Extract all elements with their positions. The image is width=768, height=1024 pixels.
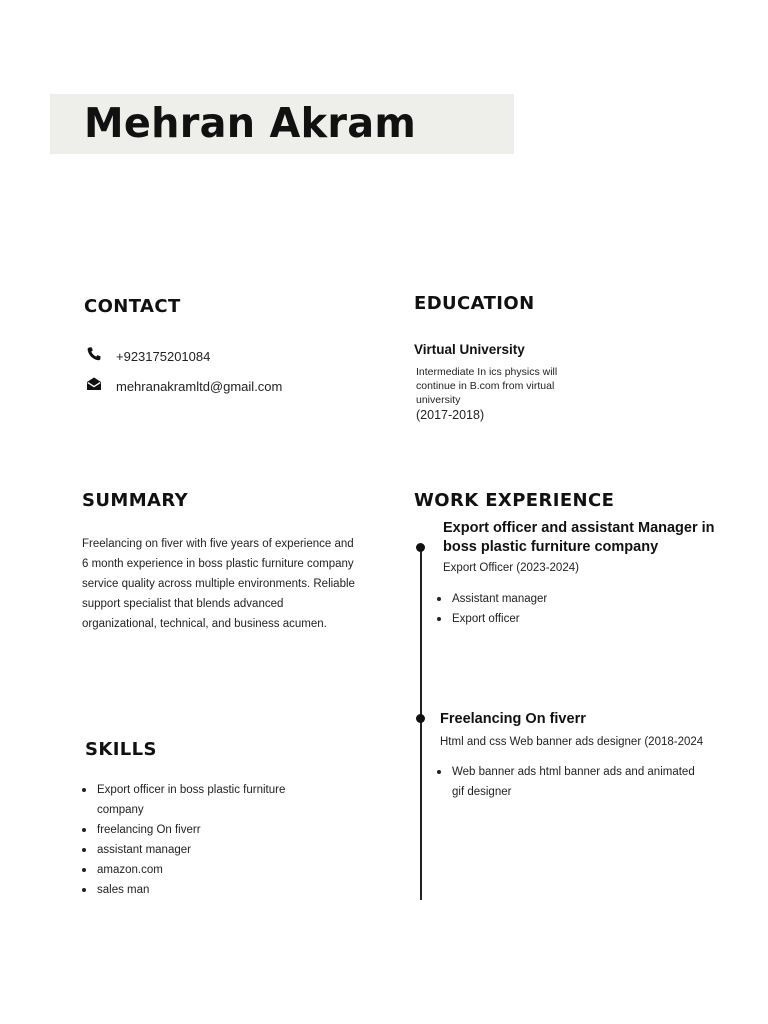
job-title: Freelancing On fiverr <box>440 711 586 727</box>
skills-heading: SKILLS <box>85 739 157 760</box>
skill-item: assistant manager <box>82 840 292 860</box>
timeline-dot <box>416 714 425 723</box>
contact-email-row <box>86 376 282 397</box>
envelope-icon <box>86 376 116 397</box>
job-subtitle: Html and css Web banner ads designer (2018-2024 <box>440 736 704 748</box>
contact-phone: +923175201084 <box>116 349 211 364</box>
education-school: Virtual University <box>414 342 525 357</box>
skill-item: Export officer in boss plastic furniture company <box>82 780 292 820</box>
job-bullets <box>437 762 702 802</box>
timeline-dot <box>416 543 425 552</box>
education-heading: EDUCATION <box>414 293 535 314</box>
skills-list <box>82 780 292 900</box>
contact-heading: CONTACT <box>84 296 181 317</box>
job-bullet: Assistant manager <box>437 589 737 609</box>
timeline-line <box>420 548 422 900</box>
skill-item: freelancing On fiverr <box>82 820 292 840</box>
phone-icon <box>86 346 116 367</box>
summary-text: Freelancing on fiver with five years of experience and 6 month experience in boss plastic furniture company service quality across multiple environments. Reliable support specialist that blends advanced organizational, technical, and business acumen. <box>82 538 355 630</box>
resume-name: Mehran Akram <box>84 99 417 147</box>
education-description: Intermediate In ics physics will continue in B.com from virtual university <box>416 366 558 406</box>
job-bullet: Export officer <box>437 609 737 629</box>
job-bullet: Web banner ads html banner ads and animated gif designer <box>437 762 702 802</box>
education-years: (2017-2018) <box>416 408 485 422</box>
contact-phone-row <box>86 346 210 367</box>
skill-item: sales man <box>82 880 292 900</box>
job-bullets <box>437 589 737 629</box>
skill-item: amazon.com <box>82 860 292 880</box>
work-heading: WORK EXPERIENCE <box>414 490 615 511</box>
summary-heading: SUMMARY <box>82 490 189 511</box>
job-title: Export officer and assistant Manager in boss plastic furniture company <box>443 520 715 555</box>
contact-email: mehranakramltd@gmail.com <box>116 379 283 394</box>
job-subtitle: Export Officer (2023-2024) <box>443 562 579 574</box>
